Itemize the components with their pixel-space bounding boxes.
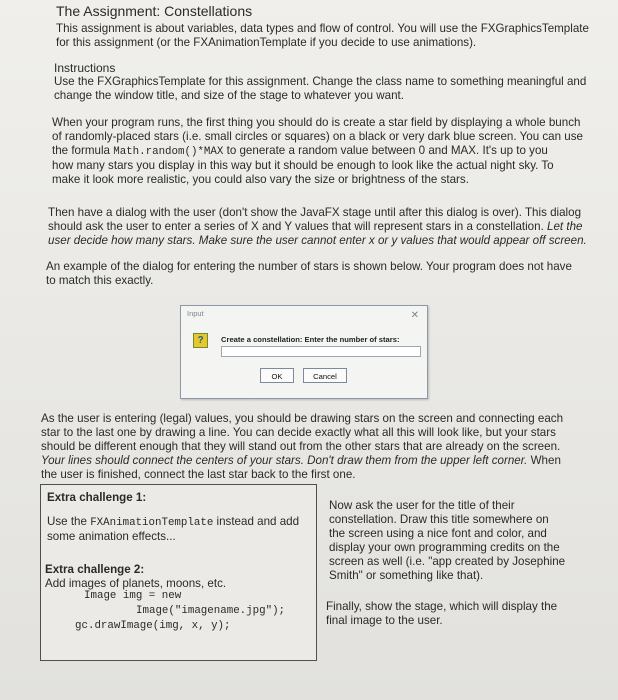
star-field-paragraph [52, 116, 583, 187]
paragraph-line: Smith" or something like that). [329, 569, 484, 582]
paragraph-line: of randomly-placed stars (i.e. small circles or squares) on a black or very dark blue screen. You can use [52, 130, 583, 143]
cancel-button[interactable]: Cancel [303, 368, 347, 383]
paragraph-line: how many stars you display in this way but it should be enough to look like the actual night sky. To [52, 159, 554, 172]
ok-button[interactable]: OK [260, 368, 294, 383]
code-line: Image img = new [84, 590, 182, 602]
example-paragraph [46, 260, 572, 288]
text-run: instead and add [213, 515, 300, 528]
extra-challenge-2 [45, 563, 226, 591]
challenge-title: Extra challenge 2: [45, 563, 145, 576]
input-dialog [180, 305, 428, 399]
paragraph-line: constellation. Draw this title somewhere on [329, 513, 549, 526]
paragraph-line: make it look more realistic, you could also vary the size or brightness of the stars. [52, 173, 469, 186]
paragraph-line [41, 454, 563, 468]
paragraph-line: the screen using a nice font and color, and [329, 527, 547, 540]
paragraph-line: Now ask the user for the title of their [329, 499, 515, 512]
paragraph-line: user decide how many stars. Make sure the user cannot enter x or y values that would appear off screen. [48, 234, 587, 247]
paragraph-line: Finally, show the stage, which will display the [326, 600, 558, 613]
paragraph-line: should be different enough that they will stand out from the other stars that are already on the screen. [41, 440, 561, 453]
paragraph-line: An example of the dialog for entering the number of stars is shown below. Your program does not have [46, 260, 572, 273]
text-run: Let the [547, 220, 583, 233]
paragraph-line: screen as well (i.e. "app created by Josephine [329, 555, 566, 568]
intro-line: This assignment is about variables, data types and flow of control. You will use the FXGraphicsTemplate [56, 22, 589, 35]
close-icon[interactable]: ✕ [410, 310, 419, 321]
challenge-line [47, 515, 299, 530]
paragraph-line: star to the last one by drawing a line. You can decide exactly what all this will look like, but your stars [41, 426, 556, 439]
paragraph-line [48, 220, 587, 234]
challenge-title: Extra challenge 1: [47, 491, 147, 504]
paragraph-line: the user is finished, connect the last star back to the first one. [41, 468, 356, 481]
text-run: to generate a random value between 0 and MAX. It's up to you [223, 144, 548, 157]
title-credits-paragraph [329, 499, 565, 583]
paragraph-line [52, 144, 583, 159]
drawing-paragraph [41, 412, 563, 482]
text-run: the formula [52, 144, 114, 157]
code-line: gc.drawImage(img, x, y); [75, 620, 231, 632]
intro-line: for this assignment (or the FXAnimationTemplate if you decide to use animations). [56, 36, 477, 49]
intro-paragraph [56, 22, 589, 50]
question-icon: ? [193, 333, 208, 348]
assignment-heading: The Assignment: Constellations [56, 3, 253, 19]
text-run: Your lines should connect the centers of your stars. Don't draw them from the upper left corner. [41, 454, 528, 467]
paragraph-line: display your own programming credits on the [329, 541, 560, 554]
code-line: Image("imagename.jpg"); [136, 605, 286, 617]
paragraph-line: to match this exactly. [46, 274, 154, 287]
text-run: Use the [47, 515, 91, 528]
instructions-section [54, 61, 586, 103]
challenge-line: some animation effects... [47, 530, 176, 543]
inline-code: Math.random()*MAX [113, 146, 224, 158]
paragraph-line: When your program runs, the first thing you should do is create a star field by displaying a whole bunch [52, 116, 581, 129]
instructions-heading: Instructions [54, 61, 116, 75]
dialog-title: Input [187, 309, 204, 318]
stars-input[interactable] [221, 346, 421, 357]
inline-code: FXAnimationTemplate [90, 517, 214, 529]
text-run: should ask the user to enter a series of X and Y values that will represent stars in a constellation. [48, 220, 548, 233]
challenge-line: Add images of planets, moons, etc. [45, 577, 227, 590]
instructions-line: change the window title, and size of the stage to whatever you want. [54, 89, 404, 102]
paragraph-line: As the user is entering (legal) values, you should be drawing stars on the screen and connecting each [41, 412, 564, 425]
instructions-line: Use the FXGraphicsTemplate for this assignment. Change the class name to something meaningful and [54, 75, 587, 88]
spacer [47, 505, 299, 515]
finally-paragraph [326, 600, 557, 628]
paragraph-line: final image to the user. [326, 614, 443, 627]
text-run: When [527, 454, 561, 467]
dialog-paragraph [48, 206, 587, 248]
paragraph-line: Then have a dialog with the user (don't show the JavaFX stage until after this dialog is over). This dialog [48, 206, 582, 219]
dialog-prompt: Create a constellation: Enter the number of stars: [221, 335, 400, 344]
extra-challenge-1 [47, 491, 299, 544]
